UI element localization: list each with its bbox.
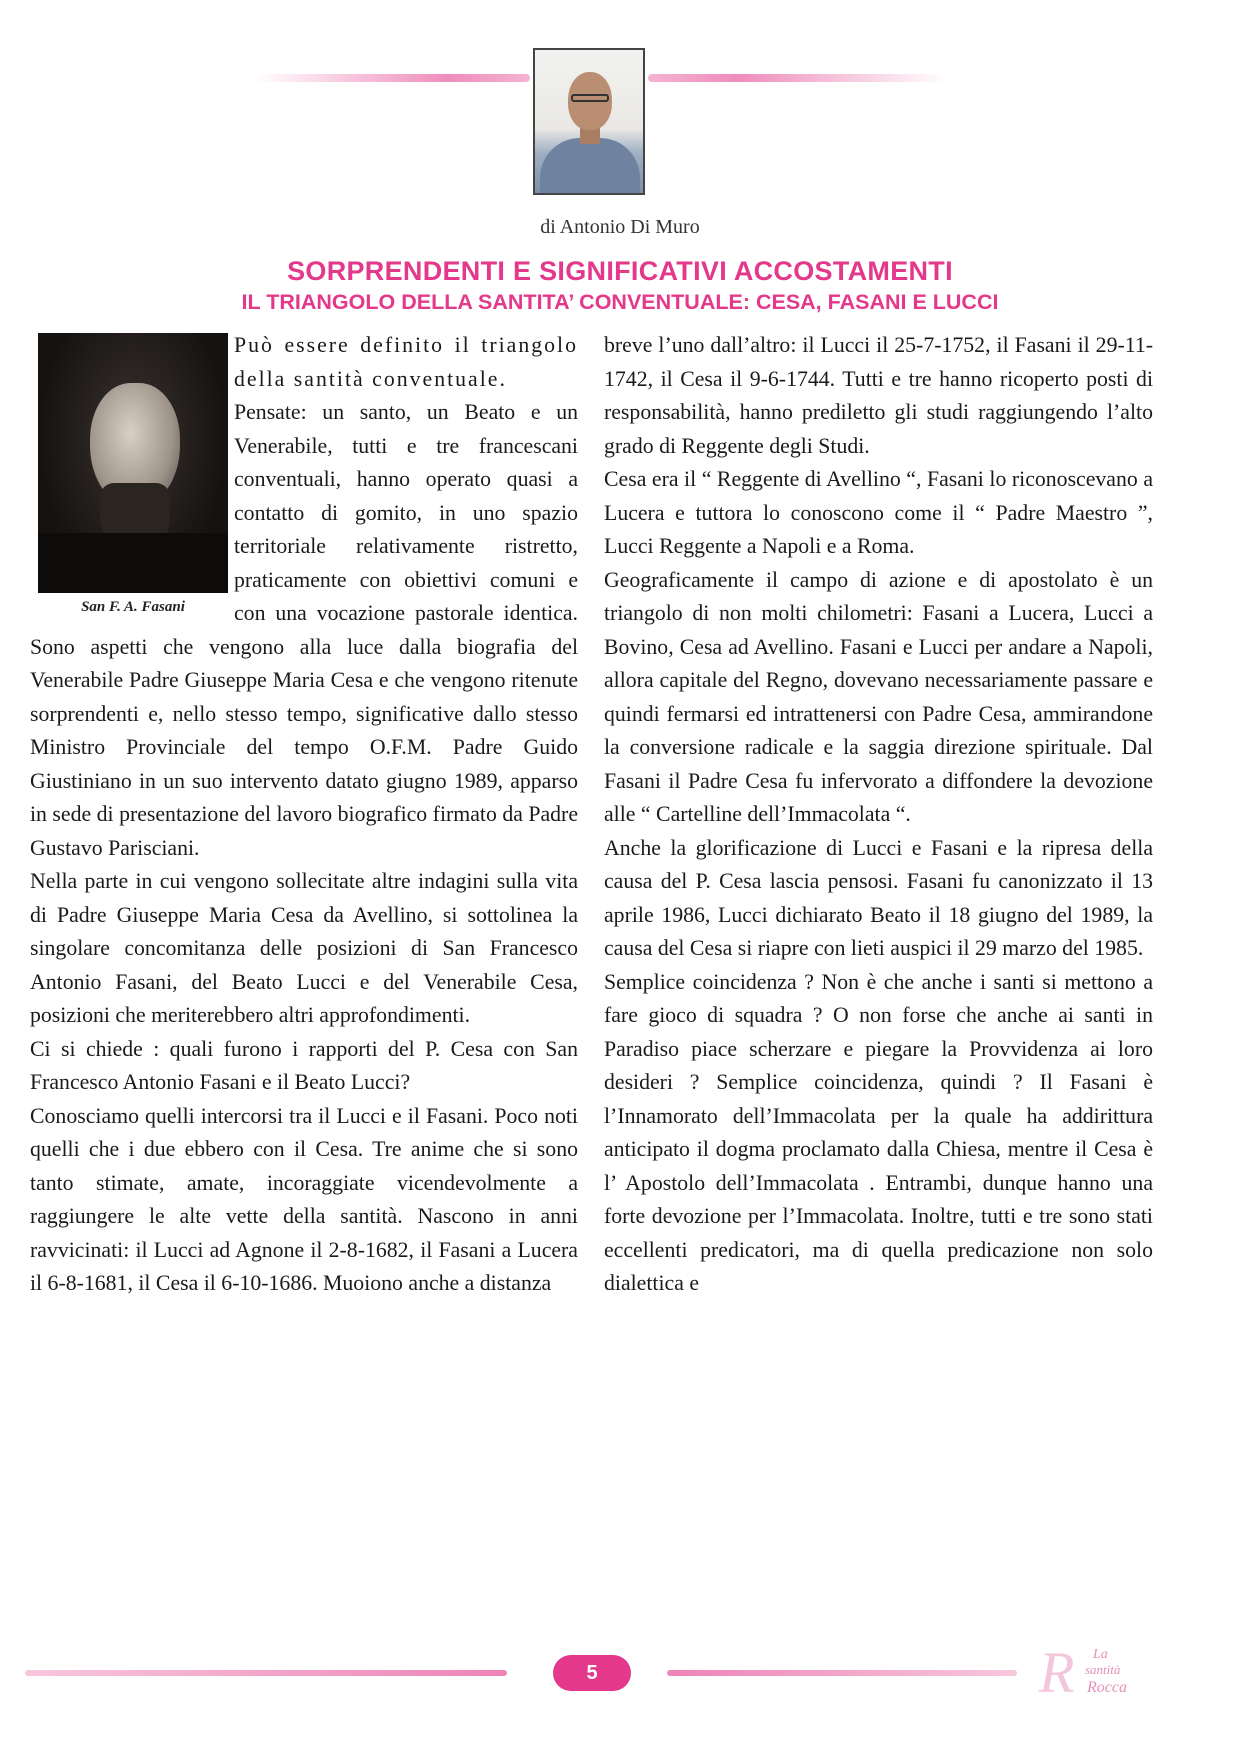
- paragraph: Geograficamente il campo di azione e di apostolato è un triangolo di non molti chilometri: Fasani a Lucera, Lucci a Bovino, Cesa ad Avellino. Fasani e Lucci per andare a Napoli, allora capitale del Regno, dovevano necessariamente passare e quindi fermarsi ed intrattenersi con Padre Cesa, ammirandone la conversione radicale e la saggia direzione spirituale. Dal Fasani il Padre Cesa fu infervorato a diffondere la devozione alle “ Cartelline dell’Immacolata “.: [604, 567, 1153, 826]
- paragraph: Pensate: un santo, un Beato e un Venerabile, tutti e tre francescani conventuali, hanno operato quasi a contatto di gomito, in uno spazio territoriale relativamente ristretto, praticamente con obiettivi comuni e con una vocazione pastorale identica. Sono aspetti che vengono alla luce dalla biografia del Venerabile Padre Giuseppe Maria Cesa e che vengono ritenute sorprendenti e, nello stesso tempo, significative dallo stesso Ministro Provinciale del tempo O.F.M. Padre Guido Giustiniano in un suo intervento datato giugno 1989, apparso in sede di presentazione del lavoro biografico firmato da Padre Gustavo Parisciani.: [30, 400, 578, 860]
- paragraph: Anche la glorificazione di Lucci e Fasani e la ripresa della causa del P. Cesa lascia pensosi. Fasani fu canonizzato il 13 aprile 1986, Lucci dichiarato Beato il 18 giugno del 1989, la causa del Cesa si riapre con lieti auspici il 29 marzo del 1985.: [604, 835, 1153, 960]
- logo-line2: santità: [1085, 1662, 1121, 1677]
- page-number: 5: [553, 1655, 631, 1691]
- author-photo: [533, 48, 645, 195]
- paragraph: Conosciamo quelli intercorsi tra il Lucci e il Fasani. Poco noti quelli che i due ebbero con il Cesa. Tre anime che si sono tanto stimate, amate, incoraggiate vicendevolmente a raggiungere le alte vette della santità. Nascono in anni ravvicinati: il Lucci ad Agnone il 2-8-1682, il Fasani a Lucera il 6-8-1681, il Cesa il 6-10-1686. Muoiono anche a distanza: [30, 1103, 578, 1295]
- paragraph: Nella parte in cui vengono sollecitate altre indagini sulla vita di Padre Giuseppe Maria Cesa da Avellino, si sottolinea la singolare concomitanza delle posizioni di San Francesco Antonio Fasani, del Beato Lucci e del Venerabile Cesa, posizioni che meriterebbero altri approfondimenti.: [30, 869, 578, 1027]
- magazine-logo: [1035, 1640, 1160, 1700]
- top-decorative-rule-right: [648, 74, 948, 82]
- article-title: SORPRENDENTI E SIGNIFICATIVI ACCOSTAMENTI: [287, 256, 953, 286]
- paragraph: Ci si chiede : quali furono i rapporti del P. Cesa con San Francesco Antonio Fasani e il Beato Lucci?: [30, 1036, 578, 1094]
- paragraph: Può essere definito il triangolo della santità conventuale.: [234, 333, 578, 391]
- portrait-caption: San F. A. Fasani: [81, 599, 185, 615]
- byline: di Antonio Di Muro: [540, 216, 700, 238]
- article-subtitle: IL TRIANGOLO DELLA SANTITA’ CONVENTUALE: CESA, FASANI E LUCCI: [241, 290, 999, 314]
- bottom-decorative-rule-left: [25, 1670, 507, 1676]
- logo-line1: La: [1093, 1647, 1108, 1662]
- left-column: [30, 329, 578, 1301]
- logo-initial: R: [1039, 1640, 1075, 1700]
- top-decorative-rule-left: [255, 74, 530, 82]
- bottom-decorative-rule-right: [667, 1670, 1017, 1676]
- paragraph: Semplice coincidenza ? Non è che anche i santi si mettono a fare gioco di squadra ? O non forse che anche ai santi in Paradiso piace scherzare e piegare la Provvidenza ai loro desideri ? Semplice coincidenza, quindi ? Il Fasani è l’Innamorato dell’Immacolata per la quale ha addirittura anticipato il dogma proclamato dalla Chiesa, mentre il Cesa è l’ Apostolo dell’Immacolata . Entrambi, dunque hanno una forte devozione per l’Immacolata. Inoltre, tutti e tre sono stati eccellenti predicatori, ma di quella predicazione non solo dialettica e: [604, 969, 1153, 1295]
- paragraph: Cesa era il “ Reggente di Avellino “, Fasani lo riconoscevano a Lucera e tuttora lo conoscono come il “ Padre Maestro ”, Lucci Reggente a Napoli e a Roma.: [604, 467, 1153, 558]
- logo-line3: Rocca: [1087, 1679, 1127, 1696]
- portrait-float-space: [30, 329, 234, 627]
- paragraph: breve l’uno dall’altro: il Lucci il 25-7-1752, il Fasani il 29-11-1742, il Cesa il 9-6-1744. Tutti e tre hanno ricoperto posti di responsabilità, hanno prediletto gli studi raggiungendo l’alto grado di Reggente degli Studi.: [604, 333, 1153, 458]
- right-column: [604, 329, 1153, 1301]
